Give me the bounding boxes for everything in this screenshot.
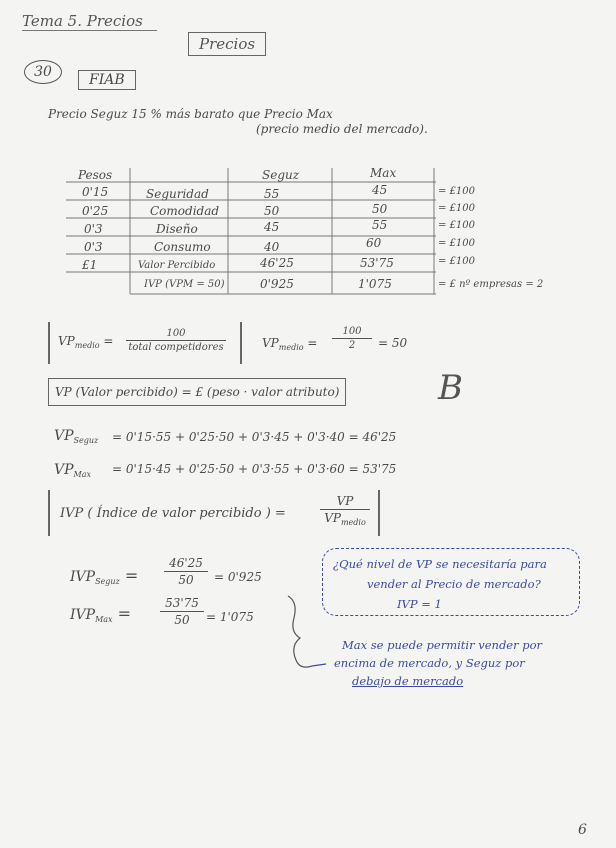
vp-max-label: $VP_{Max}$: [54, 462, 92, 479]
ivp-definition-text: IVP ( Índice de valor percibido ) =: [60, 506, 286, 521]
row-note: = £100: [438, 256, 476, 267]
row-weight: 0'25: [82, 204, 109, 218]
margin-letter-b: B: [438, 368, 463, 408]
conclusion-line-1: Max se puede permitir vender por: [342, 638, 543, 652]
row-seguz: 40: [264, 240, 280, 254]
row-attribute: Diseño: [156, 222, 198, 236]
row-max: 53'75: [360, 256, 394, 270]
vp-medio-value-result: = 50: [378, 336, 408, 350]
topic-title: Tema 5. Precios: [22, 12, 157, 31]
vp-max-expression: = 0'15·45 + 0'25·50 + 0'3·55 + 0'3·60 = 53'75: [112, 462, 397, 476]
row-weight: £1: [82, 258, 98, 272]
ivp-max-fraction: 53'75 50: [160, 596, 204, 627]
row-max: 60: [366, 236, 382, 250]
exercise-label: FIAB: [78, 70, 136, 90]
row-max: 45: [372, 183, 388, 197]
vp-medio-value-fraction: 100 2: [332, 326, 372, 351]
section-box: Precios: [188, 32, 266, 56]
ivp-definition-fraction: VP $VP_{medio}$: [320, 494, 370, 527]
ivp-max-label: $IVP_{Max}$ =: [70, 604, 132, 624]
page-number: 6: [578, 822, 587, 838]
ivp-row-max: 1'075: [358, 277, 392, 291]
row-attribute: Seguridad: [146, 187, 209, 201]
question-line-1: ¿Qué nivel de VP se necesitaría para: [333, 557, 547, 571]
question-answer: IVP = 1: [397, 597, 442, 611]
row-attribute: Consumo: [154, 240, 211, 254]
row-weight: 0'15: [82, 185, 109, 199]
vp-medio-fraction: 100 total competidores: [126, 328, 226, 353]
row-seguz: 55: [264, 187, 280, 201]
row-note: = £100: [438, 186, 476, 197]
row-seguz: 50: [264, 204, 280, 218]
vp-medio-value-label: $VP_{medio}$ =: [262, 336, 318, 352]
vp-definition-box: VP (Valor percibido) = £ (peso · valor atributo): [48, 378, 346, 406]
conclusion-line-3: debajo de mercado: [352, 674, 464, 688]
vp-seguz-expression: = 0'15·55 + 0'25·50 + 0'3·45 + 0'3·40 = 46'25: [112, 430, 397, 444]
row-seguz: 45: [264, 220, 280, 234]
exercise-number-circle: 30: [24, 60, 62, 84]
ivp-max-result: = 1'075: [206, 610, 254, 624]
ivp-seguz-label: $IVP_{Seguz}$ =: [70, 566, 139, 586]
ivp-row-seguz: 0'925: [260, 277, 294, 291]
table-header-seguz: Seguz: [262, 168, 300, 182]
row-max: 50: [372, 202, 388, 216]
conclusion-line-2: encima de mercado, y Seguz por: [334, 656, 525, 670]
row-weight: 0'3: [84, 222, 103, 236]
ivp-seguz-result: = 0'925: [214, 570, 262, 584]
row-max: 55: [372, 218, 388, 232]
row-note: = £100: [438, 203, 476, 214]
question-line-2: vender al Precio de mercado?: [367, 577, 541, 591]
statement-line-2: (precio medio del mercado).: [256, 122, 428, 136]
row-attribute: Comodidad: [150, 204, 220, 218]
row-attribute: Valor Percibido: [138, 260, 216, 271]
vp-seguz-label: $VP_{Seguz}$: [54, 428, 99, 445]
table-header-weights: Pesos: [78, 168, 113, 182]
row-note: = £100: [438, 238, 476, 249]
ivp-seguz-fraction: 46'25 50: [164, 556, 208, 587]
ivp-row-note: = £ nº empresas = 2: [438, 279, 544, 290]
row-weight: 0'3: [84, 240, 103, 254]
vp-medio-label: $VP_{medio}$ =: [58, 334, 114, 350]
table-header-max: Max: [370, 166, 397, 180]
row-note: = £100: [438, 220, 476, 231]
statement-line-1: Precio Seguz 15 % más barato que Precio Max: [48, 107, 333, 121]
row-seguz: 46'25: [260, 256, 294, 270]
ivp-row-label: IVP (VPM = 50): [144, 279, 225, 290]
